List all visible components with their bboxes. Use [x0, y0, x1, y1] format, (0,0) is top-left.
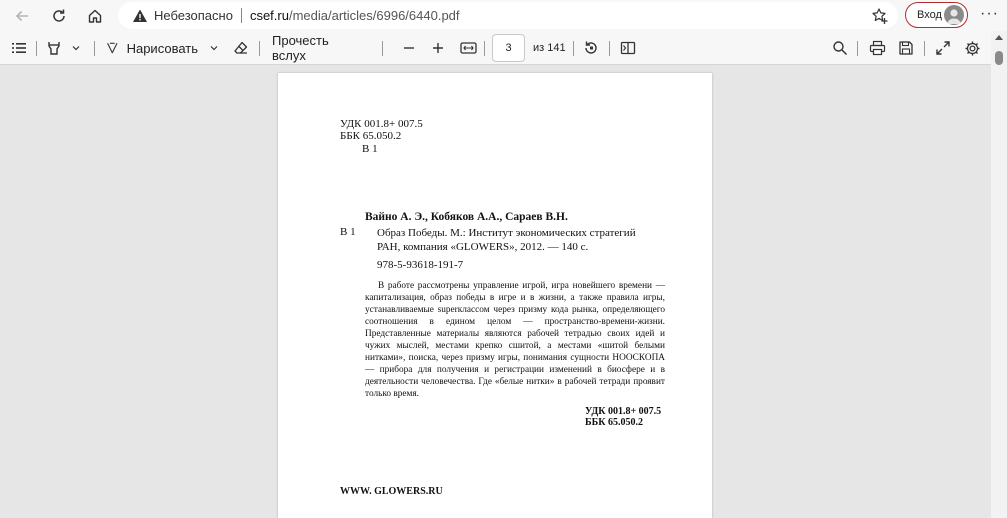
footer-udk-block — [585, 406, 661, 428]
page-number-input[interactable]: 3 — [492, 34, 525, 62]
chevron-down-icon — [209, 43, 219, 53]
user-avatar-icon — [944, 5, 964, 25]
udk-block — [340, 118, 423, 142]
draw-options-button[interactable] — [208, 38, 220, 58]
back-button[interactable] — [10, 4, 34, 28]
list-icon — [11, 40, 27, 56]
toolbar-divider — [573, 41, 574, 56]
address-input[interactable] — [118, 2, 898, 29]
scrollbar-thumb[interactable] — [995, 51, 1003, 65]
fit-width-icon — [460, 41, 477, 55]
erase-button[interactable] — [232, 38, 250, 58]
expand-icon — [935, 40, 951, 56]
gear-icon — [964, 40, 981, 57]
isbn: 978-5-93618-191-7 — [377, 259, 464, 271]
zoom-out-button[interactable] — [401, 38, 417, 58]
bbk-line: ББК 65.050.2 — [340, 130, 402, 142]
bbk-line: ББК 65.050.2 — [585, 417, 643, 428]
author-index: В 1 — [362, 143, 378, 155]
contents-button[interactable] — [10, 38, 28, 58]
rotate-button[interactable] — [582, 38, 600, 58]
search-button[interactable] — [831, 38, 849, 58]
page-count: из 141 — [533, 42, 566, 54]
refresh-icon — [51, 8, 67, 24]
save-icon — [898, 40, 914, 56]
page-view-button[interactable] — [619, 38, 637, 58]
minus-icon — [402, 41, 416, 55]
signin-label: Вход — [917, 9, 942, 21]
toolbar-divider — [857, 41, 858, 56]
home-button[interactable] — [83, 4, 107, 28]
catalog-index: В 1 — [340, 226, 356, 238]
printer-icon — [869, 40, 886, 56]
book-title — [377, 226, 636, 254]
publisher-website: WWW. GLOWERS.RU — [340, 486, 443, 497]
browser-address-bar — [0, 0, 1007, 31]
settings-button[interactable] — [963, 38, 981, 58]
highlight-options-button[interactable] — [70, 38, 82, 58]
authors-line: Вайно А. Э., Кобяков А.А., Сараев В.Н. — [365, 211, 568, 223]
back-arrow-icon — [14, 8, 30, 24]
toolbar-divider — [382, 41, 383, 56]
abstract-text: В работе рассмотрены управление игрой, игра новейшего времени — капитализация, образ победы в игре и в жизни, а также правила игры, устанавливаемые superклассом через призму кода рынка, определяющего соотношения в едином целом — пространство-времени-жизни. Представленные материалы являются рабочей тетрадью своих идей и чужих мыслей, местами крепко сшитой, а местами «шитой белыми нитками», поиска, через призму игры, понимания сущности НООСКОПА — прибора для получения и регистрации изменений в биосфере и в деятельности человечества. Где «белые нитки» в рабочей тетради проявит только время. — [365, 281, 665, 399]
url-path: /media/articles/6996/6440.pdf — [288, 8, 460, 23]
fullscreen-button[interactable] — [934, 38, 952, 58]
print-button[interactable] — [868, 38, 886, 58]
chevron-down-icon — [71, 43, 81, 53]
udk-line: УДК 001.8+ 007.5 — [340, 118, 423, 130]
fit-width-button[interactable] — [459, 38, 477, 58]
zoom-in-button[interactable] — [430, 38, 446, 58]
toolbar-divider — [609, 41, 610, 56]
url-separator — [241, 8, 242, 23]
highlighter-icon — [46, 40, 62, 56]
title-line: Образ Победы. М.: Институт экономических стратегий — [377, 227, 636, 239]
signin-button[interactable] — [905, 2, 968, 28]
title-line: РАН, компания «GLOWERS», 2012. — 140 с. — [377, 241, 589, 253]
toolbar-divider — [259, 41, 260, 56]
read-aloud-label: Прочесть вслух — [272, 33, 329, 63]
page-view-icon — [620, 40, 636, 56]
rotate-icon — [583, 40, 599, 56]
read-aloud-button[interactable] — [272, 33, 362, 63]
draw-button[interactable] — [106, 38, 198, 58]
highlight-button[interactable] — [45, 38, 63, 58]
eraser-icon — [233, 40, 249, 56]
toolbar-divider — [924, 41, 925, 56]
toolbar-divider — [484, 41, 485, 56]
udk-line: УДК 001.8+ 007.5 — [585, 406, 662, 417]
pdf-toolbar — [0, 31, 1007, 65]
draw-label: Нарисовать — [126, 40, 198, 56]
save-button[interactable] — [897, 38, 915, 58]
toolbar-divider — [94, 41, 95, 56]
url-host: csef.ru — [249, 8, 289, 23]
toolbar-divider — [36, 41, 37, 56]
vertical-scrollbar[interactable] — [991, 31, 1007, 518]
add-favorite-icon[interactable] — [871, 7, 889, 25]
scroll-up-arrow-icon[interactable] — [995, 35, 1003, 40]
security-label[interactable]: Небезопасно — [154, 8, 233, 23]
pdf-page — [278, 73, 712, 518]
draw-pen-icon — [106, 40, 119, 56]
search-icon — [832, 40, 848, 56]
refresh-button[interactable] — [47, 4, 71, 28]
more-menu-button[interactable]: ··· — [980, 5, 999, 22]
abstract — [365, 280, 665, 400]
plus-icon — [431, 41, 445, 55]
warning-icon[interactable] — [132, 8, 148, 24]
avatar — [944, 5, 964, 25]
home-icon — [87, 8, 103, 24]
